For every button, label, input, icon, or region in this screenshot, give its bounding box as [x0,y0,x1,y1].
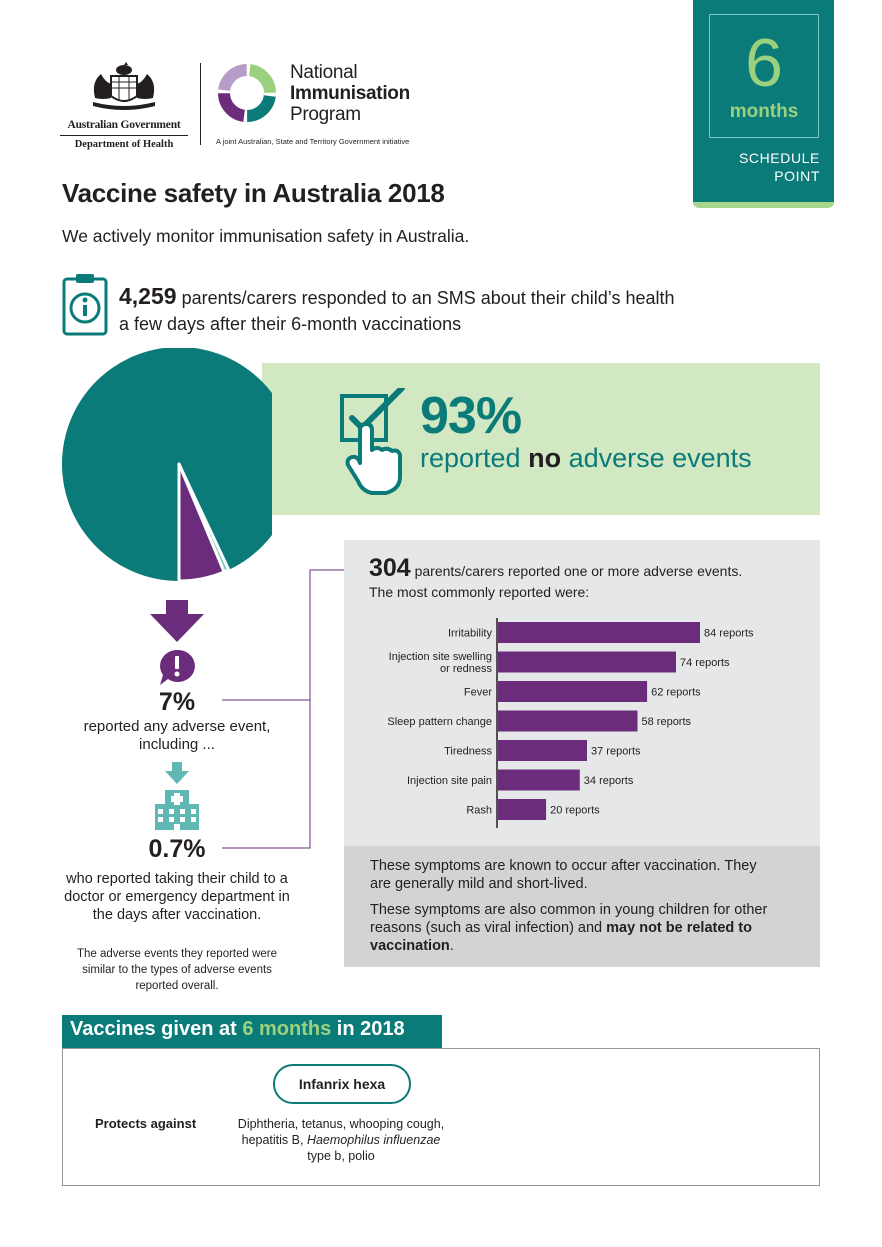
vaccines-heading [62,1015,442,1048]
bar-label-1: or redness [440,663,492,675]
adverse-events-pie [62,348,272,588]
schedule-label-line-2: POINT [774,168,820,184]
sms-response-text [119,283,679,337]
bar-2 [498,681,647,702]
checkbox-hand-icon [338,388,408,498]
nip-line-3: Program [290,104,361,125]
diseases-post: type b, polio [307,1149,375,1163]
adverse-events-bar-chart [344,612,820,828]
bar-value-label-3: 58 reports [641,716,692,728]
schedule-unit: months [729,101,799,122]
nip-tagline: A joint Australian, State and Territory Government initiative [216,137,410,146]
doctor-visit-note: The adverse events they reported were similar to the types of adverse events reported overall. [76,948,278,992]
symptoms-note-2-post: . [449,938,454,954]
adverse-count: 304 [369,554,411,582]
arrow-down-icon [150,600,204,642]
any-adverse-text: reported any adverse event, including ... [83,718,271,753]
logo-divider [200,63,201,145]
coat-of-arms-icon [89,62,159,112]
bar-3 [498,711,638,732]
department-name: Department of Health [60,135,188,150]
speech-exclamation-icon [158,648,196,686]
bar-value-label-0: 84 reports [704,627,754,640]
schedule-label-line-1: SCHEDULE [738,150,820,166]
vaccine-name-pill: Infanrix hexa [273,1064,411,1104]
sms-count: 4,259 [119,283,177,309]
schedule-number: 6 [745,25,783,101]
government-name: Australian Government [67,119,181,131]
page-subtitle: We actively monitor immunisation safety in Australia. [62,226,470,246]
no-adverse-text [420,443,752,474]
bar-label-3: Sleep pattern change [387,716,492,728]
pie-slice-no-adverse [62,348,272,581]
bar-label-5: Injection site pain [407,775,492,787]
symptoms-note-2-bold: may not be related to vaccination [370,920,752,954]
vaccines-heading-post: in 2018 [331,1018,405,1040]
sms-description: parents/carers responded to an SMS about their child’s health a few days after their 6-month vaccinations [119,288,675,334]
diseases-pre: Diphtheria, tetanus, whooping cough, hepatitis B, [237,1117,445,1147]
any-adverse-percent: 7% [158,688,196,716]
bar-6 [498,799,546,820]
arrow-down-icon [165,762,189,784]
bar-value-label-1: 74 reports [680,657,730,669]
adverse-count-text [369,554,742,583]
symptoms-note-2-pre: These symptoms are also common in young children for other reasons (such as viral infection) and [370,902,768,936]
nip-wordmark [290,62,410,125]
bar-label-0: Irritability [447,627,492,640]
bar-value-label-5: 34 reports [583,775,634,787]
symptoms-note-2 [370,901,790,955]
bar-5 [498,770,580,791]
doctor-visit-percent: 0.7% [148,835,206,863]
vaccines-heading-highlight: 6 months [242,1018,332,1040]
diseases-italic: Haemophilus influenzae [306,1133,441,1147]
symptoms-note-1: These symptoms are known to occur after vaccination. They are generally mild and short-lived. [370,858,757,892]
bar-label-6: Rash [466,804,492,817]
nip-line-2: Immunisation [290,83,410,104]
schedule-point-label [700,149,820,185]
protects-against-label: Protects against [95,1116,197,1131]
bar-value-label-6: 20 reports [550,804,600,817]
bar-label-1: Injection site swelling [388,651,492,663]
bar-value-label-4: 37 reports [591,745,641,758]
no-adverse-bold: no [528,443,562,473]
adverse-count-description: parents/carers reported one or more adverse events. [410,563,743,579]
bar-4 [498,740,587,761]
bar-value-label-2: 62 reports [651,686,701,699]
bar-label-2: Fever [463,686,492,699]
clipboard-info-icon [62,272,108,336]
doctor-visit-text: who reported taking their child to a doctor or emergency department in the days after vaccination. [64,871,290,923]
vaccines-heading-pre: Vaccines given at [70,1018,243,1040]
nip-line-1: National [290,62,358,83]
no-adverse-pre: reported [420,443,529,473]
government-logo [60,62,188,150]
no-adverse-post: adverse events [561,443,752,473]
hospital-icon [155,790,199,830]
diseases-list [236,1116,446,1164]
schedule-box [709,14,819,138]
bar-0 [498,622,700,643]
no-adverse-percent: 93% [420,387,522,445]
ring-logo-icon [216,62,278,124]
page-title: Vaccine safety in Australia 2018 [62,178,445,208]
bar-label-4: Tiredness [444,745,492,758]
most-common-intro: The most commonly reported were: [369,584,590,600]
bar-1 [498,652,676,673]
